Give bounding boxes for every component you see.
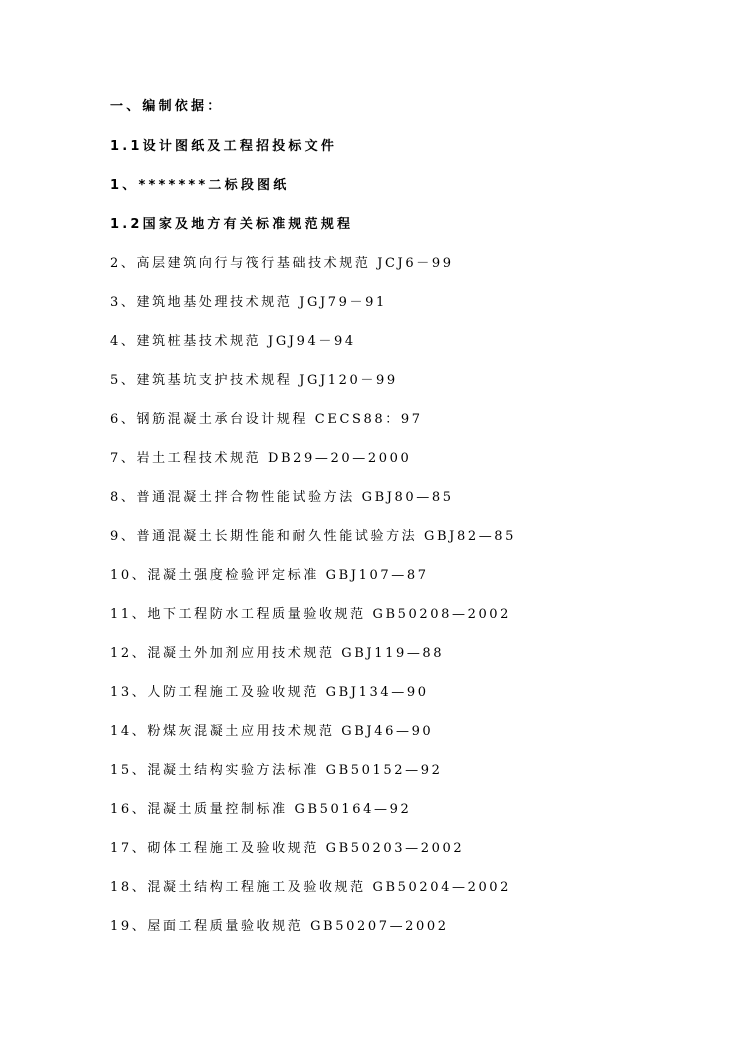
list-item-11: 11、地下工程防水工程质量验收规范 GB50208—2002 <box>110 607 512 622</box>
list-item-2: 2、高层建筑向行与筏行基础技术规范 JCJ6－99 <box>110 256 454 271</box>
list-item-14: 14、粉煤灰混凝土应用技术规范 GBJ46—90 <box>110 724 434 739</box>
section-heading-main: 一、编制依据： <box>110 99 224 114</box>
list-item-16: 16、混凝土质量控制标准 GB50164—92 <box>110 802 412 817</box>
list-item-5: 5、建筑基坑支护技术规程 JGJ120－99 <box>110 373 398 388</box>
list-item-15: 15、混凝土结构实验方法标准 GB50152—92 <box>110 763 443 778</box>
list-item-6: 6、钢筋混凝土承台设计规程 CECS88：97 <box>110 412 423 427</box>
list-item-9: 9、普通混凝土长期性能和耐久性能试验方法 GBJ82—85 <box>110 529 517 544</box>
section-heading-1-2: 1.2国家及地方有关标准规范规程 <box>110 217 354 232</box>
list-item-18: 18、混凝土结构工程施工及验收规范 GB50204—2002 <box>110 880 512 895</box>
section-heading-1-1: 1.1设计图纸及工程招投标文件 <box>110 139 338 154</box>
list-item-19: 19、屋面工程质量验收规范 GB50207—2002 <box>110 919 449 934</box>
list-item-7: 7、岩土工程技术规范 DB29—20—2000 <box>110 451 412 466</box>
list-item-12: 12、混凝土外加剂应用技术规范 GBJ119—88 <box>110 646 445 661</box>
list-item-10: 10、混凝土强度检验评定标准 GBJ107—87 <box>110 568 429 583</box>
list-item-3: 3、建筑地基处理技术规范 JGJ79－91 <box>110 295 387 310</box>
list-item-1: 1、*******二标段图纸 <box>110 178 290 193</box>
list-item-17: 17、砌体工程施工及验收规范 GB50203—2002 <box>110 841 465 856</box>
list-item-13: 13、人防工程施工及验收规范 GBJ134—90 <box>110 685 429 700</box>
list-item-8: 8、普通混凝土拌合物性能试验方法 GBJ80—85 <box>110 490 454 505</box>
list-item-4: 4、建筑桩基技术规范 JGJ94－94 <box>110 334 356 349</box>
